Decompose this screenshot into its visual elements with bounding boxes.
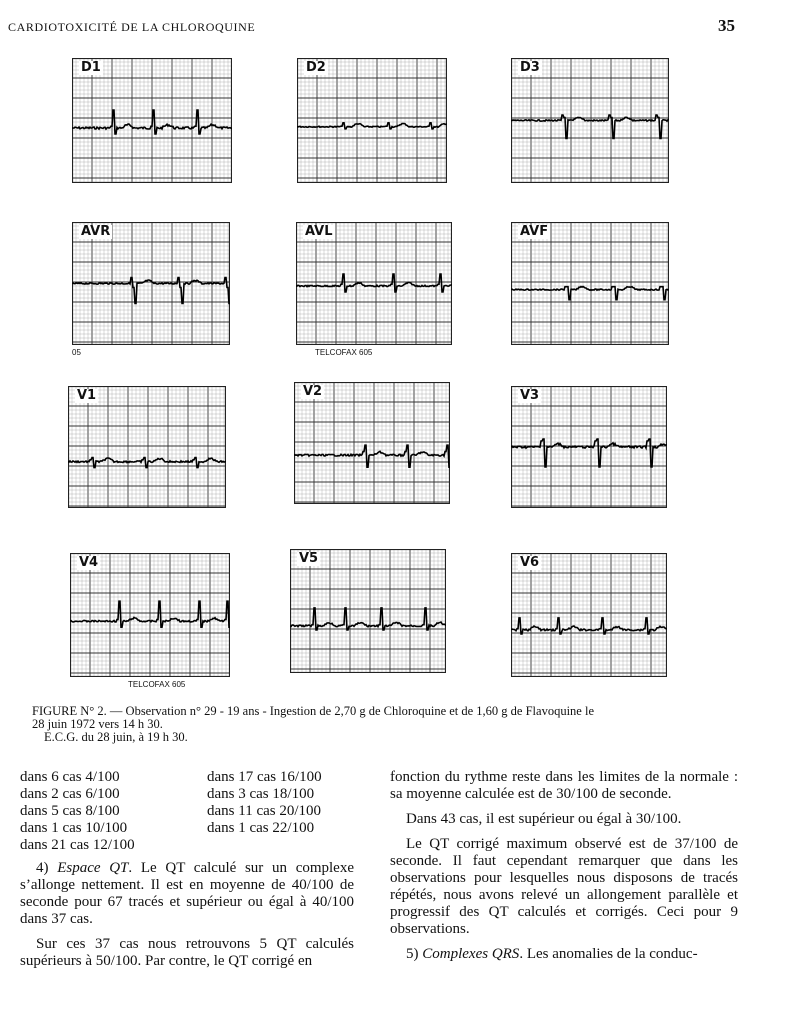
ecg-panel-v2 [294, 382, 450, 504]
ecg-panel-v5 [290, 549, 446, 673]
right-paragraph-1: fonction du rythme reste dans les limites de la normale : sa moyenne calculée est de 30/100 de seconde. [390, 769, 738, 802]
right-column [390, 769, 738, 971]
strip-label-left: 05 [72, 348, 81, 357]
qt-paragraph [20, 860, 354, 928]
running-title: CARDIOTOXICITÉ DE LA CHLOROQUINE [8, 20, 256, 34]
figure-caption [32, 705, 732, 744]
lead-label-d2: D2 [306, 60, 326, 75]
ecg-trace [294, 445, 450, 467]
ecg-panel-v6 [511, 553, 667, 677]
lead-label-d3: D3 [520, 60, 540, 75]
ecg-trace [290, 608, 446, 630]
ecg-trace [511, 287, 669, 300]
strip-label-middle: TELCOFAX 605 [315, 348, 373, 357]
case-row: dans 2 cas 6/100 [20, 786, 120, 802]
lead-label-avl: AVL [305, 224, 333, 239]
right-paragraph-2: Dans 43 cas, il est supérieur ou égal à 30/100. [406, 811, 682, 827]
caption-line: FIGURE N° 2. — Observation n° 29 - 19 ans - Ingestion de 2,70 g de Chloroquine et de 1,60 g de Flavoquine le [32, 704, 594, 718]
qt-heading: Espace QT [57, 860, 129, 876]
ecg-trace [297, 123, 447, 129]
strip-label-bottom: TELCOFAX 605 [128, 680, 186, 689]
qrs-heading: Complexes QRS [422, 946, 520, 962]
qrs-heading-number: 5) [406, 946, 419, 962]
ecg-panel-avr [72, 222, 230, 345]
ecg-trace [296, 274, 452, 292]
ecg-trace [511, 439, 667, 467]
qrs-text: . Les anomalies de la conduc- [519, 946, 698, 962]
caption-line: E.C.G. du 28 juin, à 19 h 30. [44, 730, 188, 744]
lead-label-avf: AVF [520, 224, 549, 239]
lead-label-avr: AVR [81, 224, 111, 239]
lead-label-d1: D1 [81, 60, 101, 75]
page-number: 35 [718, 16, 735, 35]
case-row: dans 3 cas 18/100 [207, 786, 315, 802]
case-row: dans 6 cas 4/100 [20, 769, 120, 785]
lead-label-v3: V3 [520, 388, 540, 403]
qrs-paragraph [390, 946, 738, 963]
qt-heading-number: 4) [36, 860, 49, 876]
lead-label-v2: V2 [303, 384, 323, 399]
caption-line: 28 juin 1972 vers 14 h 30. [32, 717, 163, 731]
ecg-panel-d3 [511, 58, 669, 183]
ecg-panel-v4 [70, 553, 230, 677]
lead-label-v4: V4 [79, 555, 99, 570]
case-row: dans 17 cas 16/100 [207, 769, 322, 785]
case-row: dans 21 cas 12/100 [20, 837, 135, 853]
ecg-panel-d2 [297, 58, 447, 183]
ecg-panel-v1 [68, 386, 226, 508]
qt-paragraph-2: Sur ces 37 cas nous retrouvons 5 QT calculés supérieurs à 50/100. Par contre, le QT corrigé en [20, 936, 354, 969]
ecg-trace [511, 618, 667, 634]
lead-label-v1: V1 [77, 388, 97, 403]
ecg-trace [72, 278, 230, 304]
qt-paragraph-text: . Le QT calculé sur un complexe s’allonge nettement. Il est en moyenne de 40/100 de seconde pour 67 tracés et supérieur ou égal à 40/100 dans 37 cas. [20, 860, 355, 927]
case-row: dans 5 cas 8/100 [20, 803, 120, 819]
case-list-left [20, 769, 135, 854]
lead-label-v5: V5 [299, 551, 319, 566]
case-row: dans 1 cas 22/100 [207, 820, 315, 836]
left-column [20, 860, 354, 978]
ecg-trace [511, 115, 669, 138]
ecg-panel-d1 [72, 58, 232, 183]
case-row: dans 11 cas 20/100 [207, 803, 322, 819]
ecg-panel-avf [511, 222, 669, 345]
case-row: dans 1 cas 10/100 [20, 820, 128, 836]
ecg-panel-avl [296, 222, 452, 345]
lead-label-v6: V6 [520, 555, 540, 570]
ecg-panel-v3 [511, 386, 667, 508]
case-list-right [207, 769, 322, 837]
right-paragraph-3: Le QT corrigé maximum observé est de 37/100 de seconde. Il faut cependant remarquer que dans les observations pour lesquelles nous disposons de tracés répétés, nous avons relevé un allongement parallèle et progressif des QT calculés et corrigés. Ceci pour 9 observations. [390, 836, 738, 937]
